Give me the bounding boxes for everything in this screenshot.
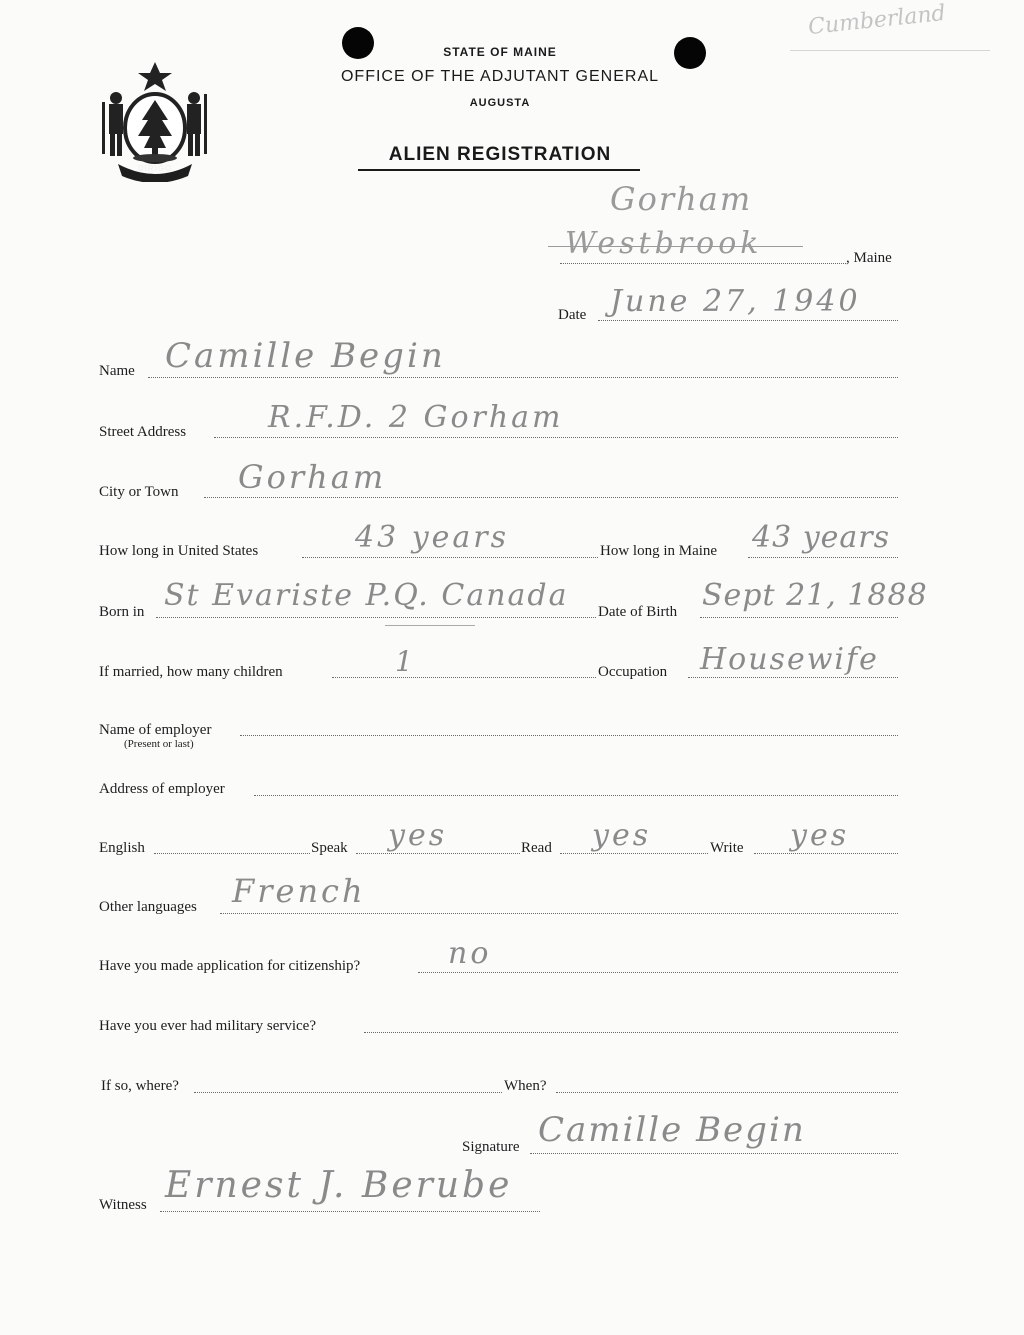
place-line [560,263,846,264]
date-line [598,320,898,321]
occupation-line [688,677,898,678]
employer-address-line [254,795,898,796]
place-strikethrough [548,246,803,247]
military-line [364,1032,898,1033]
name-label: Name [99,363,135,379]
dob-line [700,617,898,618]
born-in-label: Born in [99,604,145,620]
read-value: yes [592,818,652,853]
english-line [154,853,310,854]
name-line [148,377,898,378]
place-corrected: Gorham [610,180,753,218]
children-value: 1 [395,645,416,678]
header-city: AUGUSTA [469,97,531,109]
write-label: Write [710,840,744,856]
speak-value: yes [388,818,448,853]
city-line [204,497,898,498]
corner-note-underline [790,50,990,51]
employer-line [240,735,898,736]
citizenship-value: no [448,936,492,971]
header-office: OFFICE OF THE ADJUTANT GENERAL [340,68,660,85]
employer-sublabel: (Present or last) [124,738,194,750]
write-value: yes [790,818,850,853]
military-label: Have you ever had military service? [99,1018,316,1034]
date-label: Date [558,307,587,323]
header-state: STATE OF MAINE [443,45,557,59]
where-label: If so, where? [101,1078,179,1094]
signature-value: Camille Begin [538,1110,806,1150]
corner-note: Cumberland [807,0,947,41]
place-suffix: , Maine [846,250,892,266]
how-long-maine-line [748,557,898,558]
street-line [214,437,898,438]
children-label: If married, how many children [99,664,283,680]
place-struck: Westbrook [565,226,763,261]
how-long-us-line [302,557,598,558]
witness-label: Witness [99,1197,147,1213]
city-label: City or Town [99,484,179,500]
street-label: Street Address [99,424,187,440]
write-line [754,853,898,854]
signature-line [530,1153,898,1154]
occupation-label: Occupation [598,664,668,680]
born-in-underline [385,625,475,626]
witness-value: Ernest J. Berube [165,1165,513,1206]
date-value: June 27, 1940 [610,284,861,319]
how-long-maine-value: 43 years [752,520,891,555]
dob-label: Date of Birth [598,604,678,620]
born-in-line [156,617,596,618]
name-value: Camille Begin [165,336,446,376]
read-line [560,853,708,854]
other-languages-line [220,913,898,914]
children-line [332,677,596,678]
read-label: Read [521,840,552,856]
signature-label: Signature [462,1139,520,1155]
street-value: R.F.D. 2 Gorham [268,400,564,435]
how-long-maine-label: How long in Maine [600,543,718,559]
english-label: English [99,840,145,856]
seal-motto: DIRIGO [137,164,173,173]
other-languages-value: French [232,872,366,910]
other-languages-label: Other languages [99,899,197,915]
citizenship-label: Have you made application for citizenship? [99,958,361,974]
how-long-us-label: How long in United States [99,543,259,559]
speak-label: Speak [311,840,348,856]
form-title-underline [358,169,640,171]
employer-label: Name of employer [99,722,212,738]
when-label: When? [504,1078,547,1094]
occupation-value: Housewife [700,642,879,677]
city-value: Gorham [238,458,387,496]
form-title: ALIEN REGISTRATION [388,144,612,165]
when-line [556,1092,898,1093]
dob-value: Sept 21, 1888 [702,578,928,613]
born-in-value: St Evariste P.Q. Canada [164,578,569,613]
employer-address-label: Address of employer [99,781,225,797]
speak-line [356,853,520,854]
where-line [194,1092,502,1093]
how-long-us-value: 43 years [355,520,510,555]
witness-line [160,1211,540,1212]
citizenship-line [418,972,898,973]
